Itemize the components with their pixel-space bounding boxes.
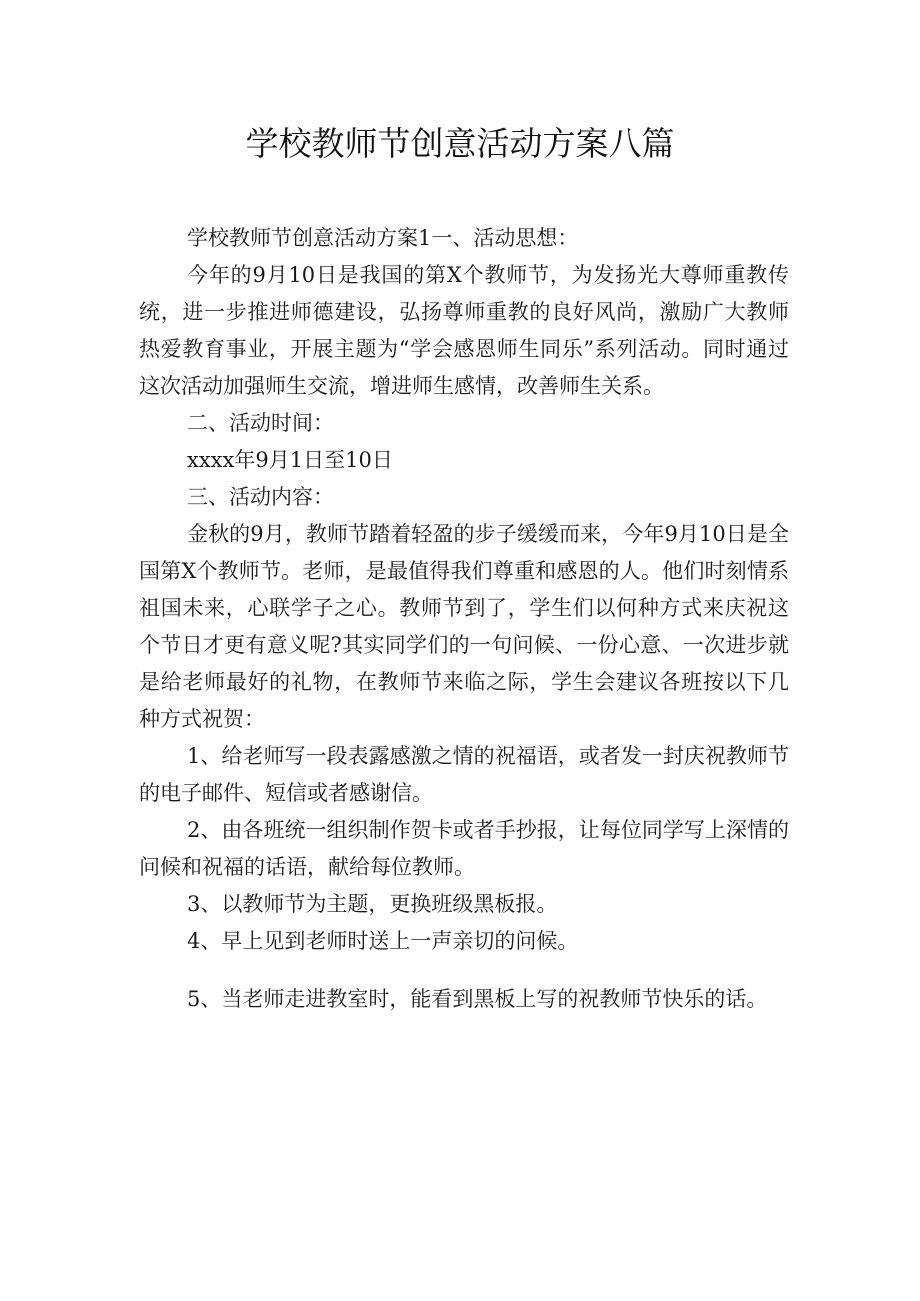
document-title: 学校教师节创意活动方案八篇 [245, 124, 675, 163]
list-item-4: 4、早上见到老师时送上一声亲切的问候。 [187, 929, 579, 953]
paragraph-background: 今年的9月10日是我国的第X个教师节，为发扬光大尊师重教传统，进一步推进师德建设，弘扬尊师重教的良好风尚，激励广大教师热爱教育事业，开展主题为“学会感恩师生同乐”系列活动。同时通过这次活动加强师生交流，增进师生感情，改善师生关系。 [139, 263, 789, 398]
paragraph-activity-description: 金秋的9月，教师节踏着轻盈的步子缓缓而来，今年9月10日是全国第X个教师节。老师，是最值得我们尊重和感恩的人。他们时刻情系祖国未来，心联学子之心。教师节到了，学生们以何种方式来庆祝这个节日才更有意义呢?其实同学们的一句问候、一份心意、一次进步就是给老师最好的礼物，在教师节来临之际，学生会建议各班按以下几种方式祝贺： [139, 522, 789, 731]
heading-activity-time: 二、活动时间： [187, 411, 334, 435]
list-item-1: 1、给老师写一段表露感激之情的祝福语，或者发一封庆祝教师节的电子邮件、短信或者感谢信。 [139, 744, 789, 805]
list-item-2: 2、由各班统一组织制作贺卡或者手抄报，让每位同学写上深情的问候和祝福的话语，献给每位教师。 [139, 818, 789, 879]
paragraph-activity-date: xxxx年9月1日至10日 [187, 448, 393, 472]
heading-activity-content: 三、活动内容： [187, 485, 334, 509]
list-item-5: 5、当老师走进教室时，能看到黑板上写的祝教师节快乐的话。 [187, 987, 768, 1011]
document-body [139, 220, 789, 1018]
list-item-3: 3、以教师节为主题，更换班级黑板报。 [187, 892, 558, 916]
paragraph-intro: 学校教师节创意活动方案1一、活动思想： [187, 226, 579, 250]
